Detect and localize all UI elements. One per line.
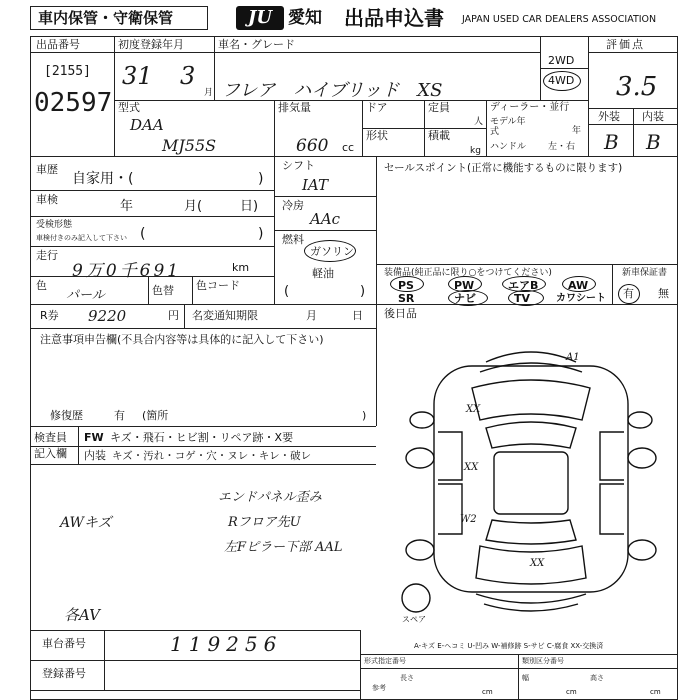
dealer-parallel-label: ディーラー・並行 [490, 102, 570, 113]
divider [30, 446, 376, 447]
warranty-label: 新車保証書 [622, 268, 668, 278]
damage-legend: A-キズ E-ヘコミ U-凹み W-補修跡 S-サビ C-腐食 XX-交換済 [414, 642, 604, 650]
divider [184, 304, 185, 328]
inspection-day-unit: 日) [240, 199, 259, 214]
doors-label: ドア [366, 101, 388, 114]
fuel-close: ) [360, 284, 366, 299]
interior-tag: 内装 [84, 449, 106, 462]
width-unit: cm [566, 688, 577, 696]
displacement-value: 660 [296, 136, 329, 156]
interior-damage-items: キズ・汚れ・コゲ・穴・ヌレ・キレ・破レ [112, 450, 312, 462]
divider [30, 156, 678, 157]
divider [540, 68, 588, 69]
length-unit: cm [482, 688, 493, 696]
repair-part-close: ) [362, 409, 367, 422]
shift-value: IAT [302, 176, 328, 194]
spare-tire [402, 584, 430, 612]
divider [518, 654, 519, 700]
model-grade-label: 車名・グレード [218, 38, 295, 51]
rear-bumper-lower [484, 604, 578, 611]
fuel-open: ( [284, 284, 290, 299]
recycle-unit: 円 [168, 309, 179, 322]
mileage-unit: km [232, 261, 250, 274]
exterior-damage-items: キズ・飛石・ヒビ割・リペア跡・X要 [110, 431, 294, 444]
reception-type-note: 車検付きのみ記入して下さい [36, 234, 127, 242]
rear-glass [486, 520, 576, 544]
equipment-ps: PS [398, 279, 414, 292]
divider [274, 230, 376, 231]
capacity-label: 定員 [428, 101, 450, 114]
exterior-label: 外装 [598, 110, 620, 123]
reception-close: ) [258, 226, 264, 242]
shift-label: シフト [282, 159, 315, 172]
height-label: 高さ [590, 674, 604, 682]
roof [494, 452, 568, 514]
divider [30, 52, 114, 53]
right-rear-door [600, 484, 624, 534]
fuel-label: 燃料 [282, 233, 304, 246]
equipment-airbag: エアB [508, 279, 539, 292]
handle-options: 左・右 [548, 142, 576, 152]
divider [214, 36, 215, 100]
front-bumper [486, 352, 576, 362]
vehicle-history-value: 自家用・( [72, 171, 134, 187]
equipment-ps-circle [390, 276, 424, 292]
model-code-label: 型式 [118, 101, 140, 114]
inspection-year-unit: 年 [120, 199, 134, 214]
handwritten-line2: Rフロア先U [228, 515, 301, 530]
equipment-aw-circle [562, 276, 596, 292]
left-front-door [438, 432, 462, 480]
divider [360, 654, 678, 655]
mark-front-left: XX [466, 404, 481, 415]
rear-bumper [476, 594, 586, 603]
rating-label: 評価点 [606, 38, 645, 51]
load-label: 積載 [428, 129, 450, 142]
divider [612, 264, 613, 304]
lot-sub-number: [2155] [44, 64, 91, 79]
warranty-yes: 有 [623, 287, 634, 300]
exterior-grade: B [604, 130, 619, 154]
divider [274, 100, 275, 156]
mileage-value: 9万0千691 [72, 261, 182, 281]
width-label: 幅 [522, 674, 529, 682]
ju-logo: JU [236, 6, 284, 30]
windshield [486, 422, 576, 448]
2wd-label: 2WD [548, 54, 575, 67]
category-number-label: 類別区分番号 [522, 657, 564, 665]
reference-label: 参考 [372, 684, 386, 692]
handwritten-each: 各AV [64, 606, 100, 624]
registration-year: 31 [122, 62, 153, 90]
equipment-sr: SR [398, 292, 415, 305]
capacity-unit: 人 [474, 117, 484, 127]
name-change-deadline-label: 名変通知期限 [192, 309, 258, 322]
repair-part-label: (箇所 [142, 409, 169, 422]
model-code-line2: MJ55S [162, 136, 217, 155]
handle-label: ハンドル [490, 142, 527, 152]
first-registration-label: 初度登録年月 [118, 38, 184, 51]
length-label: 長さ [400, 674, 414, 682]
diesel-option: 軽油 [312, 267, 334, 280]
aircon-value: AAc [310, 210, 341, 228]
registration-month: 3 [180, 62, 196, 90]
name-change-day: 日 [352, 309, 363, 322]
chassis-number-value: 119256 [170, 632, 283, 656]
divider [104, 630, 105, 690]
left-front-wheel [406, 448, 434, 468]
handwritten-line1: エンドパネル歪み [218, 490, 322, 505]
divider [360, 630, 361, 700]
lot-number: 02597 [34, 88, 113, 118]
divider [30, 630, 360, 631]
divider [30, 426, 376, 427]
repair-history-label: 修復歴 [50, 409, 83, 422]
divider [30, 660, 360, 661]
form-title: 出品申込書 [344, 6, 444, 30]
load-unit: kg [470, 146, 481, 156]
interior-grade: B [646, 130, 661, 154]
equipment-navi-circle [448, 290, 488, 306]
gasoline-option: ガソリン [310, 245, 354, 258]
model-grade-value: フレア ハイブリッド XS [222, 80, 443, 101]
later-date-label: 後日品 [384, 307, 417, 320]
chassis-number-label: 車台番号 [42, 637, 86, 650]
repair-history-value: 有 [114, 409, 125, 422]
divider [588, 36, 589, 156]
left-rear-door [438, 484, 462, 534]
inspector-label: 検査員 [34, 431, 67, 444]
warranty-no: 無 [658, 287, 669, 300]
color-label: 色 [36, 279, 47, 292]
org-english-name: JAPAN USED CAR DEALERS ASSOCIATION [462, 14, 657, 25]
divider [486, 100, 487, 156]
mark-mid-left: W2 [460, 514, 477, 525]
recycle-value: 9220 [88, 307, 127, 325]
model-code-line1: DAA [130, 116, 164, 134]
4wd-label: 4WD [548, 74, 575, 87]
name-change-month: 月 [306, 309, 317, 322]
right-rear-wheel [628, 540, 656, 560]
exterior-tag: FW [84, 431, 104, 444]
equipment-tv-circle [508, 290, 544, 306]
spare-label: スペア [402, 615, 426, 624]
month-unit: 月 [204, 88, 214, 98]
org-name: 愛知 [288, 8, 322, 28]
equipment-navi: ナビ [454, 292, 476, 305]
divider [274, 196, 376, 197]
equipment-tv: TV [514, 292, 531, 305]
displacement-label: 排気量 [278, 101, 311, 114]
inspection-month-unit: 月( [184, 199, 203, 214]
reception-open: ( [140, 226, 146, 242]
inspector-label-line2: 記入欄 [34, 447, 67, 460]
inspection-label: 車検 [36, 193, 58, 206]
mark-front: A1 [566, 352, 580, 363]
equipment-leather-seat: カワシート [556, 293, 606, 304]
equipment-pw: PW [454, 279, 475, 292]
divider [30, 464, 376, 465]
left-rear-wheel [406, 540, 434, 560]
rating-value: 3.5 [616, 72, 658, 102]
shape-label: 形状 [366, 129, 388, 142]
hood [472, 380, 590, 420]
mileage-label: 走行 [36, 249, 58, 262]
reception-type-label: 受検形態 [36, 220, 73, 230]
color-change-label: 色替 [152, 284, 174, 297]
left-mirror [410, 412, 434, 428]
storage-label: 車内保管・守衛保管 [38, 9, 174, 27]
divider [30, 190, 274, 191]
displacement-unit: cc [342, 141, 355, 154]
divider [360, 668, 678, 669]
equipment-aw: AW [568, 279, 589, 292]
divider [633, 108, 634, 156]
divider [30, 690, 360, 691]
type-designation-label: 形式指定番号 [364, 657, 406, 665]
color-code-label: 色コード [196, 279, 240, 292]
mark-left: XX [464, 462, 479, 473]
divider [30, 246, 274, 247]
divider [376, 264, 678, 265]
model-year-label: モデル年式 [490, 117, 526, 137]
handwritten-aw: AWキズ [60, 515, 112, 531]
vehicle-history-close: ) [258, 171, 264, 187]
vehicle-history-label: 車歴 [36, 163, 58, 176]
height-unit: cm [650, 688, 661, 696]
color-value: パール [66, 288, 105, 303]
recycle-label: R券 [40, 309, 59, 322]
divider [114, 36, 115, 156]
right-front-door [600, 432, 624, 480]
model-year-unit: 年 [572, 126, 582, 136]
mark-rear: XX [530, 558, 545, 569]
right-mirror [628, 412, 652, 428]
front-bumper-lower [480, 363, 582, 372]
right-front-wheel [628, 448, 656, 468]
divider [192, 276, 193, 304]
notes-label: 注意事項申告欄(不具合内容等は具体的に記入して下さい) [40, 333, 324, 346]
equipment-label: 装備品(純正品に限り○をつけてください) [384, 268, 552, 278]
divider [588, 52, 678, 53]
registration-number-label: 登録番号 [42, 667, 86, 680]
car-damage-diagram [376, 328, 678, 628]
aircon-label: 冷房 [282, 199, 304, 212]
handwritten-line3: 左Fピラー下部 AAL [224, 540, 343, 555]
divider [30, 328, 376, 329]
lot-number-label: 出品番号 [36, 38, 80, 51]
interior-label: 内装 [642, 110, 664, 123]
divider [78, 426, 79, 464]
sales-points-label: セールスポイント(正常に機能するものに限ります) [384, 162, 623, 174]
divider [30, 216, 274, 217]
divider [114, 52, 540, 53]
